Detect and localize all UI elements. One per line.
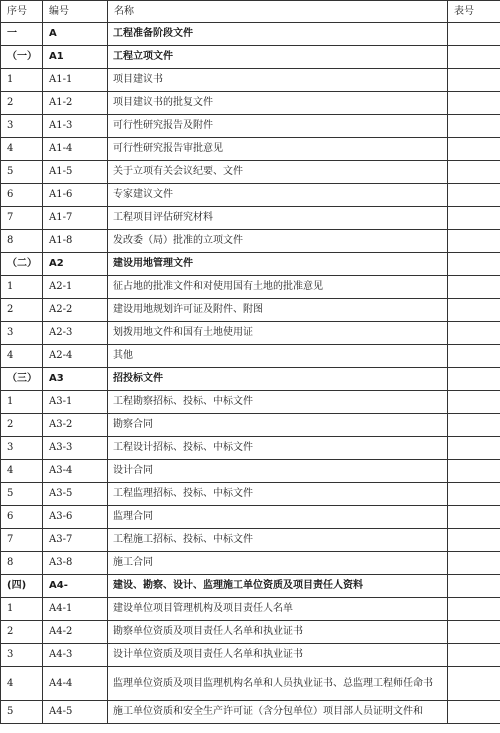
row-seq-cell: （二） [1, 253, 43, 276]
row-name-cell: 工程项目评估研究材料 [108, 207, 448, 230]
table-row [1, 667, 500, 701]
row-code-cell: A3-7 [43, 529, 108, 552]
row-form-cell [448, 276, 500, 299]
row-form-cell [448, 184, 500, 207]
row-seq-cell: 5 [1, 161, 43, 184]
table-body [1, 23, 500, 724]
row-seq-cell: 5 [1, 483, 43, 506]
row-code-cell: A1-2 [43, 92, 108, 115]
row-name-cell: 工程立项文件 [108, 46, 448, 69]
table-row [1, 276, 500, 299]
row-form-cell [448, 701, 500, 724]
row-name-cell: 建设用地管理文件 [108, 253, 448, 276]
table-row [1, 230, 500, 253]
row-form-cell [448, 161, 500, 184]
row-seq-cell: 3 [1, 644, 43, 667]
row-code-cell: A1-5 [43, 161, 108, 184]
row-seq-cell: 3 [1, 115, 43, 138]
row-seq-cell: 8 [1, 230, 43, 253]
table-section-row [1, 368, 500, 391]
row-form-cell [448, 46, 500, 69]
table-row [1, 184, 500, 207]
row-name-cell: 建设用地规划许可证及附件、附图 [108, 299, 448, 322]
row-name-cell: 监理合同 [108, 506, 448, 529]
row-name-cell: 建设、勘察、设计、监理施工单位资质及项目责任人资料 [108, 575, 448, 598]
row-seq-cell: 7 [1, 529, 43, 552]
row-name-cell: 项目建议书的批复文件 [108, 92, 448, 115]
row-seq-cell: 7 [1, 207, 43, 230]
row-seq-cell: 5 [1, 701, 43, 724]
row-code-cell: A4-3 [43, 644, 108, 667]
row-code-cell: A4-2 [43, 621, 108, 644]
row-code-cell: A1-7 [43, 207, 108, 230]
row-name-cell: 其他 [108, 345, 448, 368]
table-row [1, 621, 500, 644]
row-seq-cell: 2 [1, 299, 43, 322]
row-name-cell: 工程设计招标、投标、中标文件 [108, 437, 448, 460]
row-seq-cell: 8 [1, 552, 43, 575]
row-name-cell: 设计单位资质及项目责任人名单和执业证书 [108, 644, 448, 667]
row-form-cell [448, 437, 500, 460]
row-seq-cell: 4 [1, 138, 43, 161]
row-name-cell: 施工单位资质和安全生产许可证（含分包单位）项目部人员证明文件和 [108, 701, 448, 724]
row-seq-cell: 6 [1, 506, 43, 529]
row-code-cell: A3-6 [43, 506, 108, 529]
row-code-cell: A1-1 [43, 69, 108, 92]
row-code-cell: A1-3 [43, 115, 108, 138]
table-row [1, 322, 500, 345]
table-row [1, 529, 500, 552]
header-name: 名称 [108, 1, 448, 23]
row-form-cell [448, 644, 500, 667]
row-code-cell: A3-4 [43, 460, 108, 483]
row-form-cell [448, 23, 500, 46]
row-code-cell: A2-1 [43, 276, 108, 299]
row-name-cell: 工程监理招标、投标、中标文件 [108, 483, 448, 506]
row-form-cell [448, 483, 500, 506]
row-form-cell [448, 552, 500, 575]
row-seq-cell: 4 [1, 460, 43, 483]
row-code-cell: A2-3 [43, 322, 108, 345]
row-seq-cell: 4 [1, 667, 43, 701]
header-code: 编号 [43, 1, 108, 23]
row-form-cell [448, 345, 500, 368]
row-form-cell [448, 368, 500, 391]
row-code-cell: A2-2 [43, 299, 108, 322]
header-seq: 序号 [1, 1, 43, 23]
row-form-cell [448, 414, 500, 437]
row-code-cell: A3-5 [43, 483, 108, 506]
row-form-cell [448, 138, 500, 161]
row-name-cell: 可行性研究报告审批意见 [108, 138, 448, 161]
row-form-cell [448, 506, 500, 529]
row-form-cell [448, 575, 500, 598]
row-seq-cell: 4 [1, 345, 43, 368]
table-row [1, 598, 500, 621]
table-row [1, 552, 500, 575]
row-name-cell: 勘察单位资质及项目责任人名单和执业证书 [108, 621, 448, 644]
row-code-cell: A3-8 [43, 552, 108, 575]
row-form-cell [448, 253, 500, 276]
row-name-cell: 项目建议书 [108, 69, 448, 92]
row-form-cell [448, 621, 500, 644]
row-code-cell: A1-6 [43, 184, 108, 207]
row-code-cell: A1-8 [43, 230, 108, 253]
row-form-cell [448, 667, 500, 701]
row-form-cell [448, 69, 500, 92]
row-seq-cell: 2 [1, 92, 43, 115]
row-form-cell [448, 460, 500, 483]
table-row [1, 506, 500, 529]
row-code-cell: A1-4 [43, 138, 108, 161]
row-name-cell: 勘察合同 [108, 414, 448, 437]
row-name-cell: 工程勘察招标、投标、中标文件 [108, 391, 448, 414]
row-form-cell [448, 598, 500, 621]
table-row [1, 161, 500, 184]
row-form-cell [448, 230, 500, 253]
table-section-row [1, 46, 500, 69]
row-name-cell: 工程准备阶段文件 [108, 23, 448, 46]
table-row [1, 207, 500, 230]
row-name-cell: 专家建议文件 [108, 184, 448, 207]
table-row [1, 345, 500, 368]
table-row [1, 115, 500, 138]
row-form-cell [448, 92, 500, 115]
row-code-cell: A2-4 [43, 345, 108, 368]
row-seq-cell: （三） [1, 368, 43, 391]
table-row [1, 299, 500, 322]
row-form-cell [448, 322, 500, 345]
row-code-cell: A1 [43, 46, 108, 69]
row-code-cell: A3-2 [43, 414, 108, 437]
row-code-cell: A3 [43, 368, 108, 391]
row-name-cell: 可行性研究报告及附件 [108, 115, 448, 138]
row-form-cell [448, 207, 500, 230]
row-code-cell: A4-4 [43, 667, 108, 701]
row-seq-cell: 6 [1, 184, 43, 207]
row-seq-cell: (四) [1, 575, 43, 598]
row-form-cell [448, 391, 500, 414]
row-name-cell: 发改委（局）批准的立项文件 [108, 230, 448, 253]
row-seq-cell: 1 [1, 69, 43, 92]
table-row [1, 391, 500, 414]
row-seq-cell: 3 [1, 437, 43, 460]
row-form-cell [448, 115, 500, 138]
table-row [1, 644, 500, 667]
row-name-cell: 工程施工招标、投标、中标文件 [108, 529, 448, 552]
row-seq-cell: 2 [1, 621, 43, 644]
row-code-cell: A4-1 [43, 598, 108, 621]
table-row [1, 92, 500, 115]
table-header-row [1, 1, 500, 23]
row-name-cell: 设计合同 [108, 460, 448, 483]
table-section-row [1, 575, 500, 598]
row-seq-cell: 2 [1, 414, 43, 437]
row-code-cell: A3-3 [43, 437, 108, 460]
row-code-cell: A2 [43, 253, 108, 276]
row-name-cell: 划拨用地文件和国有土地使用证 [108, 322, 448, 345]
table-section-row [1, 253, 500, 276]
row-code-cell: A [43, 23, 108, 46]
table-row [1, 69, 500, 92]
row-name-cell: 监理单位资质及项目监理机构名单和人员执业证书、总监理工程师任命书 [108, 667, 448, 701]
row-name-cell: 建设单位项目管理机构及项目责任人名单 [108, 598, 448, 621]
table-row [1, 414, 500, 437]
row-seq-cell: 1 [1, 391, 43, 414]
table-row [1, 138, 500, 161]
row-code-cell: A4- [43, 575, 108, 598]
row-form-cell [448, 299, 500, 322]
row-code-cell: A3-1 [43, 391, 108, 414]
row-code-cell: A4-5 [43, 701, 108, 724]
row-name-cell: 招投标文件 [108, 368, 448, 391]
row-seq-cell: 3 [1, 322, 43, 345]
row-seq-cell: 1 [1, 598, 43, 621]
row-seq-cell: 一 [1, 23, 43, 46]
row-form-cell [448, 529, 500, 552]
table-row [1, 701, 500, 724]
header-form: 表号 [448, 1, 500, 23]
table-section-row [1, 23, 500, 46]
row-name-cell: 关于立项有关会议纪要、文件 [108, 161, 448, 184]
row-seq-cell: 1 [1, 276, 43, 299]
row-name-cell: 征占地的批准文件和对使用国有土地的批准意见 [108, 276, 448, 299]
table-row [1, 437, 500, 460]
table-row [1, 483, 500, 506]
table-row [1, 460, 500, 483]
row-seq-cell: （一） [1, 46, 43, 69]
row-name-cell: 施工合同 [108, 552, 448, 575]
